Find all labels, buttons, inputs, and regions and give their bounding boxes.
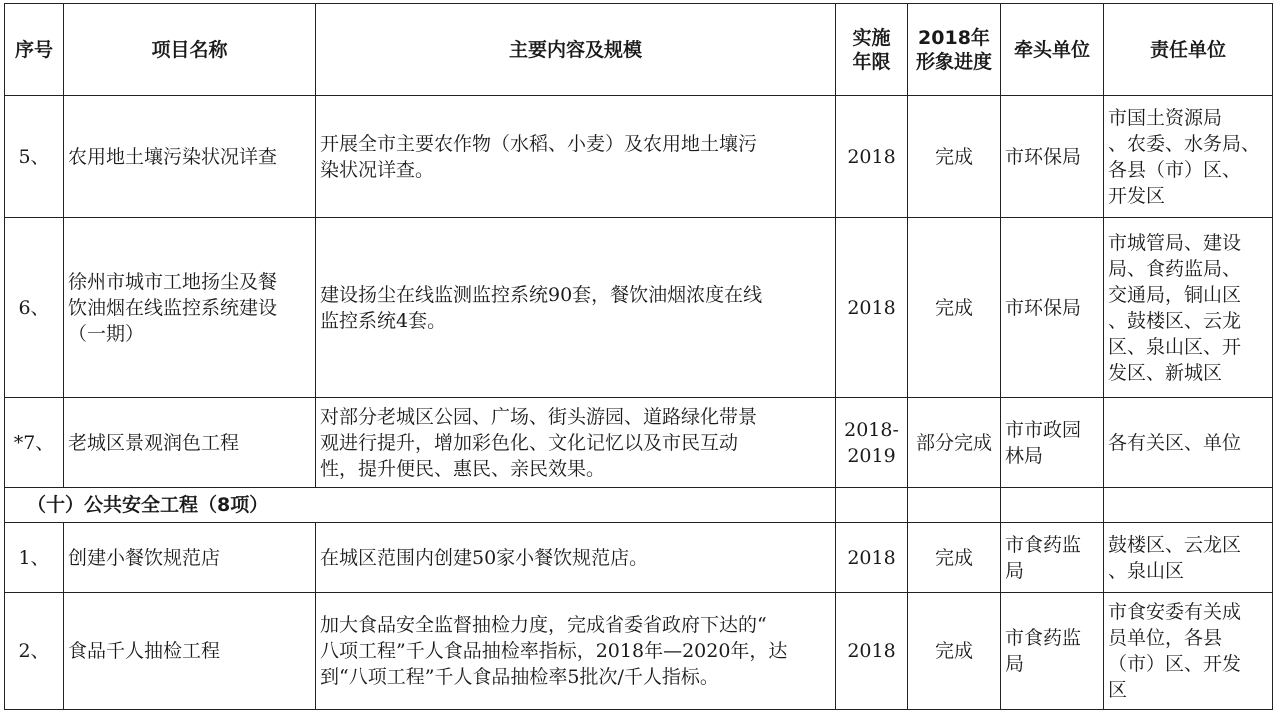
- responsible-unit-line: 各有关区、单位: [1108, 431, 1242, 454]
- project-content-line: 八项工程”千人食品抽检率指标，2018年—2020年，达: [320, 640, 788, 662]
- project-content: [316, 218, 836, 398]
- project-content: [316, 398, 836, 488]
- project-content-line: 监控系统4套。: [320, 309, 447, 332]
- responsible-unit-line: 、农委、水务局、: [1108, 132, 1261, 155]
- responsible-unit-line: 区: [1108, 679, 1128, 701]
- project-name-line: 徐州市城市工地扬尘及餐: [68, 270, 278, 293]
- section-row: [5, 488, 1273, 523]
- lead-unit: [1001, 398, 1104, 488]
- section-empty-cell: [908, 488, 1001, 523]
- header-lead-unit: 牵头单位: [1001, 4, 1104, 96]
- lead-unit: [1001, 523, 1104, 593]
- period: [836, 593, 908, 710]
- project-content-line: 观进行提升，增加彩色化、文化记忆以及市民互动: [320, 431, 739, 454]
- section-empty-cell: [836, 488, 908, 523]
- project-content: [316, 96, 836, 218]
- lead-unit-line: 局: [1005, 653, 1025, 675]
- responsible-unit-line: 市国土资源局: [1108, 106, 1223, 129]
- section-empty-cell: [1104, 488, 1273, 523]
- project-name-line: （一期）: [68, 322, 145, 345]
- progress-status: 完成: [908, 593, 1001, 710]
- responsible-unit: [1104, 593, 1273, 710]
- header-period: [836, 4, 908, 96]
- responsible-unit-line: 市城管局、建设: [1108, 231, 1242, 254]
- row-number: 6、: [5, 218, 64, 398]
- lead-unit-line: 市环保局: [1005, 145, 1082, 168]
- period: [836, 398, 908, 488]
- responsible-unit: [1104, 398, 1273, 488]
- project-content-line: 到“八项工程”千人食品抽检率5批次/千人指标。: [320, 666, 719, 688]
- lead-unit-line: 市食药监: [1005, 533, 1082, 556]
- project-content: [316, 523, 836, 593]
- row-number: 2、: [5, 593, 64, 710]
- period-line: 2018: [847, 296, 896, 319]
- table-row: [5, 96, 1273, 218]
- lead-unit-line: 局: [1005, 559, 1025, 582]
- table-row: [5, 523, 1273, 593]
- project-name: [64, 593, 316, 710]
- lead-unit-line: 林局: [1005, 444, 1044, 467]
- period: [836, 523, 908, 593]
- period-line: 2018: [847, 640, 896, 662]
- project-content-line: 建设扬尘在线监测监控系统90套，餐饮油烟浓度在线: [320, 283, 763, 306]
- project-content-line: 开展全市主要农作物（水稻、小麦）及农用地土壤污: [320, 132, 758, 155]
- header-progress-line1: 2018年: [918, 26, 990, 49]
- row-number: 1、: [5, 523, 64, 593]
- progress-status: 完成: [908, 96, 1001, 218]
- responsible-unit-line: 发区、新城区: [1108, 361, 1223, 384]
- project-name: [64, 218, 316, 398]
- period-line: 2018: [847, 145, 896, 168]
- table-header-row: [5, 4, 1273, 96]
- progress-status: 完成: [908, 218, 1001, 398]
- lead-unit: [1001, 593, 1104, 710]
- responsible-unit: [1104, 96, 1273, 218]
- progress-status: 完成: [908, 523, 1001, 593]
- period-line: 2018-: [844, 418, 899, 441]
- project-name: [64, 398, 316, 488]
- responsible-unit-line: 市食安委有关成: [1108, 601, 1242, 623]
- project-content: [316, 593, 836, 710]
- responsible-unit-line: 各县（市）区、: [1108, 158, 1242, 181]
- header-responsible-unit: 责任单位: [1104, 4, 1273, 96]
- table-row: [5, 218, 1273, 398]
- section-empty-cell: [1001, 488, 1104, 523]
- table-row: [5, 593, 1273, 710]
- responsible-unit-line: 区、泉山区、开: [1108, 335, 1242, 358]
- period-line: 2019: [847, 444, 896, 467]
- project-content-line: 性，提升便民、惠民、亲民效果。: [320, 457, 606, 480]
- project-content-line: 加大食品安全监督抽检力度，完成省委省政府下达的“: [320, 614, 767, 636]
- project-name-line: 老城区景观润色工程: [68, 431, 240, 454]
- responsible-unit-line: 、鼓楼区、云龙: [1108, 309, 1242, 332]
- project-name-line: 农用地土壤污染状况详查: [68, 145, 278, 168]
- section-title: （十）公共安全工程（8项）: [5, 488, 836, 523]
- progress-status: 部分完成: [908, 398, 1001, 488]
- header-period-line2: 年限: [852, 50, 891, 73]
- period: [836, 218, 908, 398]
- project-content-line: 染状况详查。: [320, 158, 435, 181]
- responsible-unit-line: 、泉山区: [1108, 559, 1185, 582]
- table-row: [5, 398, 1273, 488]
- responsible-unit-line: （市）区、开发: [1108, 653, 1242, 675]
- header-progress-line2: 形象进度: [915, 50, 992, 73]
- responsible-unit: [1104, 523, 1273, 593]
- project-name-line: 创建小餐饮规范店: [68, 546, 221, 569]
- project-name: [64, 523, 316, 593]
- period: [836, 96, 908, 218]
- project-name-line: 食品千人抽检工程: [68, 640, 221, 662]
- responsible-unit-line: 开发区: [1108, 184, 1166, 207]
- header-period-line1: 实施: [852, 26, 891, 49]
- header-no: 序号: [5, 4, 64, 96]
- responsible-unit: [1104, 218, 1273, 398]
- header-progress: [908, 4, 1001, 96]
- project-name-line: 饮油烟在线监控系统建设: [68, 296, 278, 319]
- row-number: *7、: [5, 398, 64, 488]
- lead-unit-line: 市市政园: [1005, 418, 1082, 441]
- lead-unit-line: 市食药监: [1005, 627, 1082, 649]
- lead-unit-line: 市环保局: [1005, 296, 1082, 319]
- header-project-name: 项目名称: [64, 4, 316, 96]
- lead-unit: [1001, 96, 1104, 218]
- responsible-unit-line: 局、食药监局、: [1108, 257, 1242, 280]
- project-table: [4, 3, 1273, 710]
- header-content: 主要内容及规模: [316, 4, 836, 96]
- lead-unit: [1001, 218, 1104, 398]
- responsible-unit-line: 员单位，各县: [1108, 627, 1223, 649]
- responsible-unit-line: 交通局，铜山区: [1108, 283, 1242, 306]
- responsible-unit-line: 鼓楼区、云龙区: [1108, 533, 1242, 556]
- period-line: 2018: [847, 546, 896, 569]
- project-name: [64, 96, 316, 218]
- project-content-line: 对部分老城区公园、广场、街头游园、道路绿化带景: [320, 405, 758, 428]
- project-content-line: 在城区范围内创建50家小餐饮规范店。: [320, 546, 649, 569]
- row-number: 5、: [5, 96, 64, 218]
